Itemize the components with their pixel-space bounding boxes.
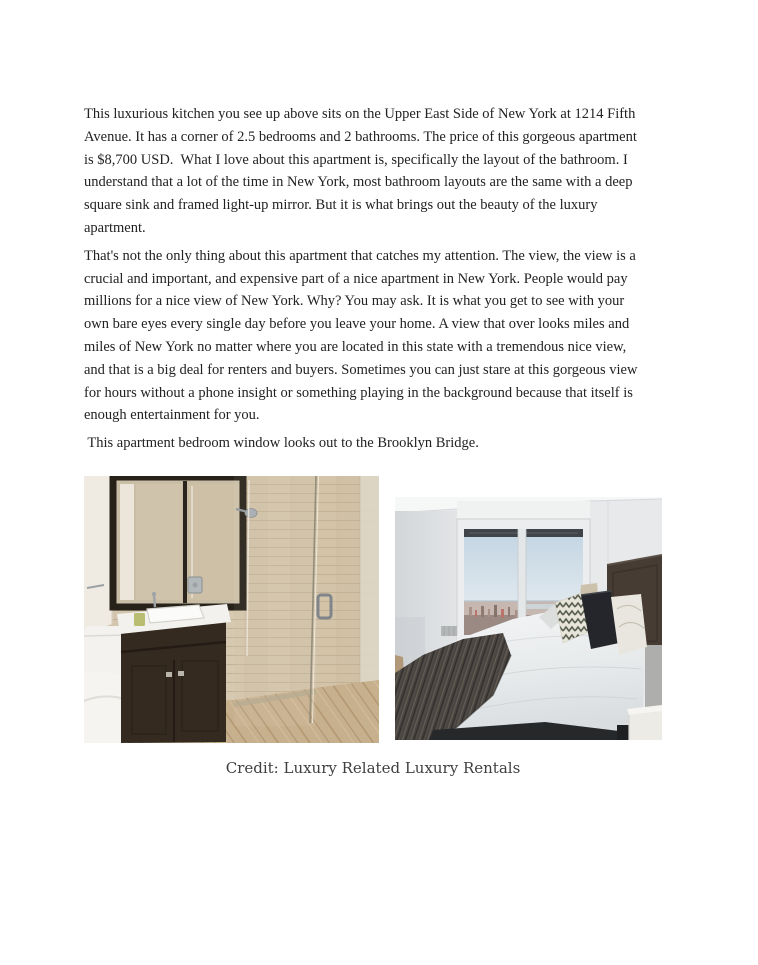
text-line: enough entertainment for you. [84, 407, 260, 424]
wall-shadow-strip [645, 645, 662, 711]
candle [134, 613, 145, 626]
bedroom-photo [395, 497, 662, 740]
paragraph-2 [84, 245, 674, 427]
nightstand [627, 705, 662, 740]
bathroom-photo [84, 476, 379, 743]
text-line: millions for a nice view of New York. Why? You may ask. It is what you get to see with your [84, 293, 625, 310]
left-wall [84, 476, 112, 634]
photo-row [84, 476, 674, 743]
text-line: This apartment bedroom window looks out to the Brooklyn Bridge. [84, 435, 479, 452]
text-line: own bare eyes every single day before you leave your home. A view that over looks miles and [84, 316, 630, 333]
text-line: Avenue. It has a corner of 2.5 bedrooms and 2 bathrooms. The price of this gorgeous apartment [84, 128, 637, 145]
text-line: That's not the only thing about this apartment that catches my attention. The view, the view is a [84, 247, 636, 264]
text-line: crucial and important, and expensive part of a nice apartment in New York. People would pay [84, 270, 628, 287]
text-line: apartment. [84, 219, 146, 236]
text-line: and that is a big deal for renters and buyers. Sometimes you can just stare at this gorgeous view [84, 361, 638, 378]
text-line: for hours without a phone insight or something playing in the background because that itself is [84, 384, 633, 401]
text-line: is $8,700 USD. What I love about this apartment is, specifically the layout of the bathroom. I [84, 151, 628, 168]
text-line: miles of New York no matter where you are located in this state with a tremendous nice view, [84, 338, 627, 355]
text-line: understand that a lot of the time in New York, most bathroom layouts are the same with a deep [84, 174, 633, 191]
credit-line: Credit: Luxury Related Luxury Rentals [225, 758, 521, 777]
bedroom-illustration [395, 497, 662, 740]
shadow-gap [617, 725, 629, 740]
paragraph-1 [84, 103, 674, 240]
mirror-cabinet [113, 477, 243, 607]
faucet [154, 595, 155, 607]
text-line: This luxurious kitchen you see up above sits on the Upper East Side of New York at 1214 Fifth [84, 106, 636, 122]
vanity [117, 592, 231, 743]
bathroom-illustration [84, 476, 379, 743]
text-line: square sink and framed light-up mirror. But it is what brings out the beauty of the luxury [84, 197, 598, 214]
paragraph-3 [84, 432, 674, 455]
